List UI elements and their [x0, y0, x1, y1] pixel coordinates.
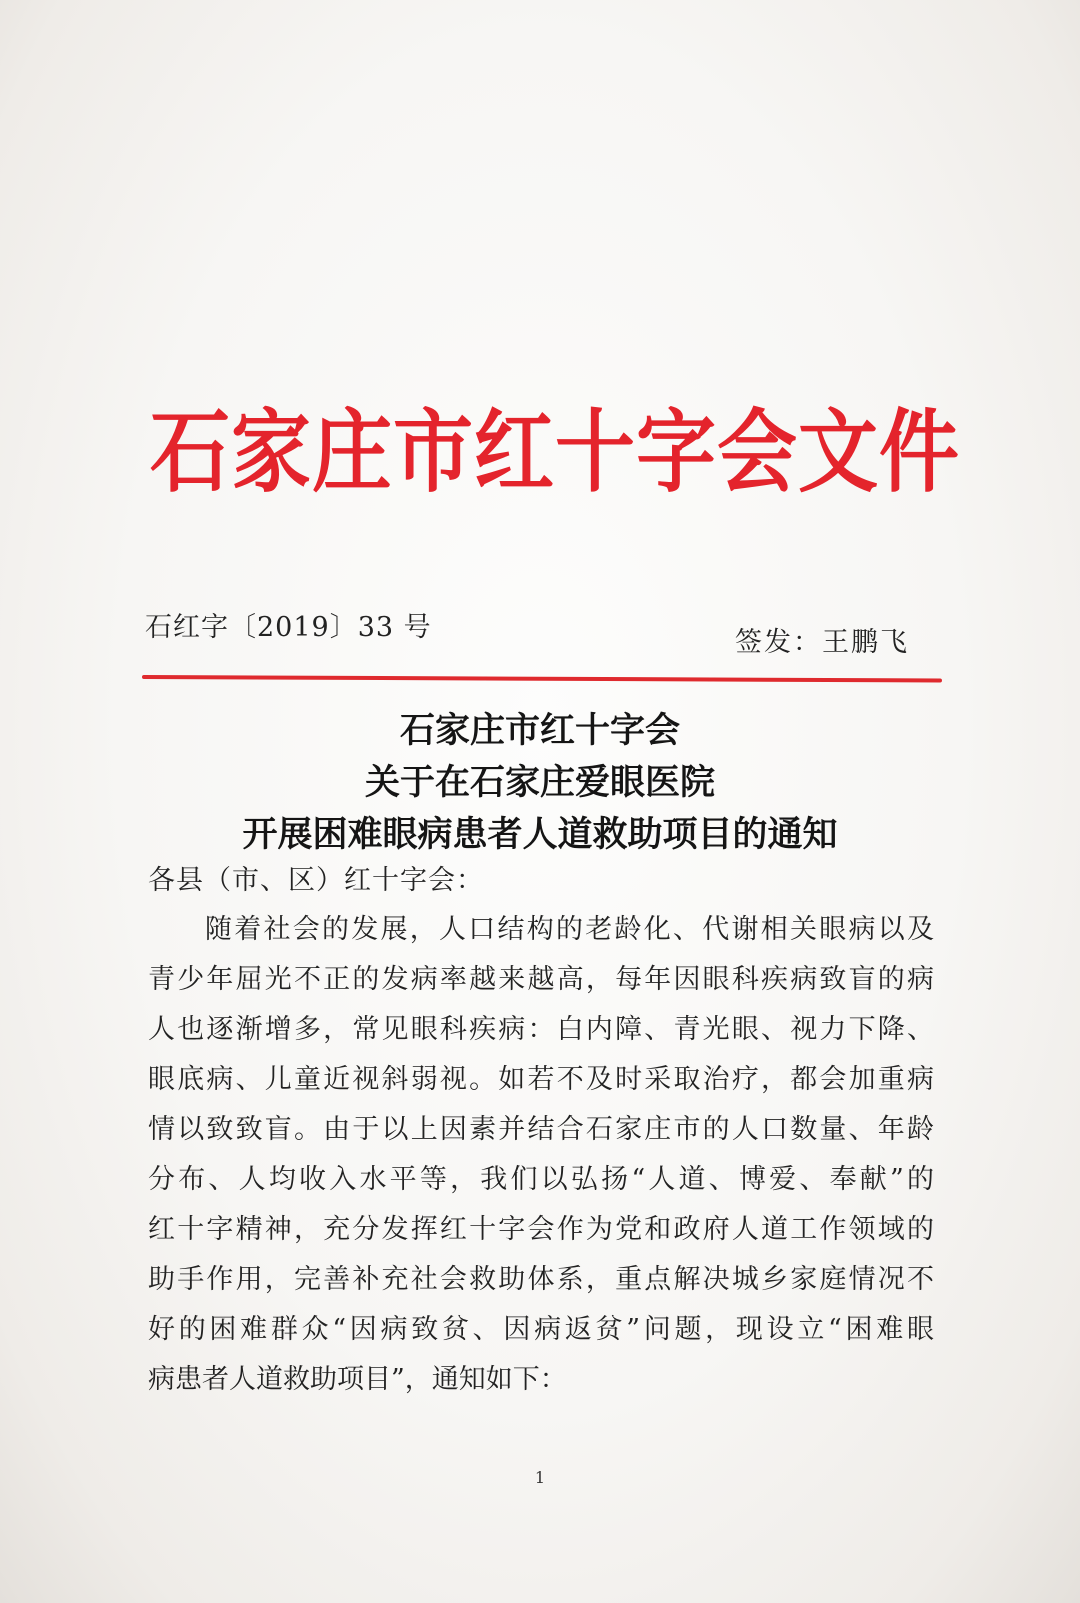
body-line: 助手作用，完善补充社会救助体系，重点解决城乡家庭情况不	[148, 1264, 934, 1295]
body-line: 好的困难群众“因病致贫、因病返贫”问题，现设立“困难眼	[148, 1314, 934, 1345]
body-line: 分布、人均收入水平等，我们以弘扬“人道、博爱、奉献”的	[148, 1164, 934, 1195]
header-red-rule	[142, 675, 942, 682]
title-line-1: 石家庄市红十字会	[399, 711, 680, 751]
body-line: 人也逐渐增多，常见眼科疾病：白内障、青光眼、视力下降、	[148, 1014, 934, 1045]
body-paragraph	[148, 905, 934, 1405]
salutation: 各县（市、区）红十字会：	[148, 865, 484, 896]
body-line: 眼底病、儿童近视斜弱视。如若不及时采取治疗，都会加重病	[148, 1064, 934, 1095]
title-line-2: 关于在石家庄爱眼医院	[364, 763, 715, 803]
body-line: 青少年屈光不正的发病率越来越高，每年因眼科疾病致盲的病	[148, 964, 934, 995]
body-line: 红十字精神，充分发挥红十字会作为党和政府人道工作领域的	[148, 1214, 934, 1245]
page-number: 1	[534, 1468, 546, 1487]
body-line: 病患者人道救助项目”，通知如下：	[148, 1364, 567, 1395]
document-signer: 签发：王鹏飞	[735, 627, 909, 658]
document-number: 石红字〔2019〕33 号	[145, 612, 432, 643]
body-line: 情以致致盲。由于以上因素并结合石家庄市的人口数量、年龄	[148, 1114, 934, 1145]
body-line: 随着社会的发展，人口结构的老龄化、代谢相关眼病以及	[205, 914, 934, 945]
document-masthead: 石家庄市红十字会文件	[150, 399, 960, 505]
title-line-3: 开展困难眼病患者人道救助项目的通知	[242, 815, 838, 855]
notice-title	[150, 705, 930, 861]
